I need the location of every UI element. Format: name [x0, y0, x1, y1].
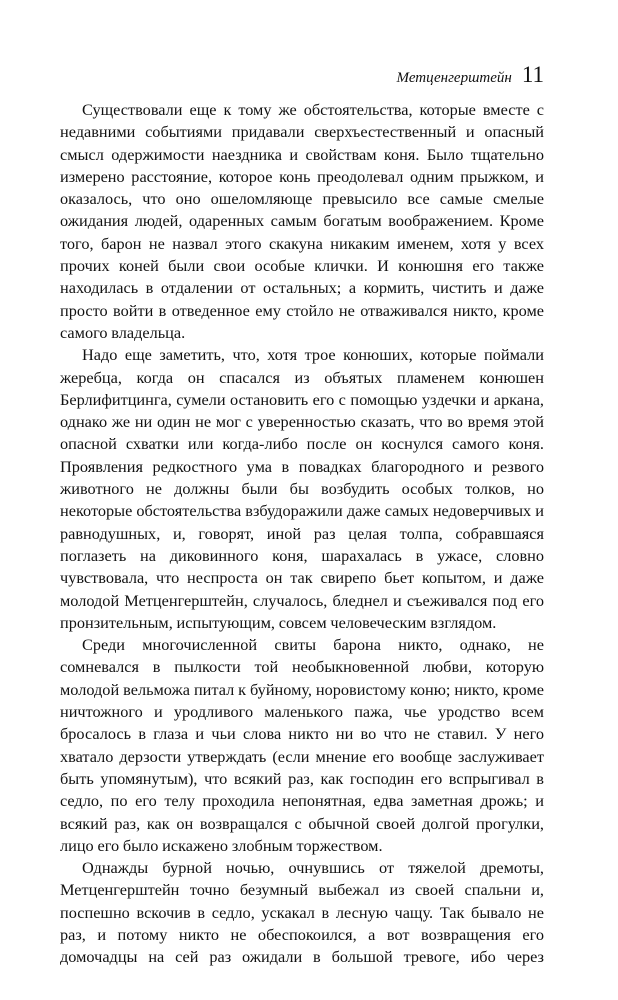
paragraph-4: Однажды бурной ночью, очнувшись от тяжелой дремоты, Метценгерштейн точно безумный выбежал из своей спальни и, поспешно вскочив в седло, ускакал в лесную чащу. Так бывало не раз, и потому никто не обеспокоился, а вот возвращения его домочадцы на сей раз ожидали в большой тревоге, ибо через [60, 858, 544, 967]
paragraph-1: Существовали еще к тому же обстоятельства, которые вместе с недавними событиями придавали сверхъестественный и опасный смысл одержимости наездника и свойствам коня. Было тщательно измерено расстояние, которое конь преодолевал одним прыжком, и оказалось, что оно ошеломляюще превысило все самые смелые ожидания людей, одаренных самым богатым воображением. Кроме того, барон не назвал этого скакуна никаким именем, хотя у всех прочих коней были свои особые клички. И конюшня его также находилась в отдалении от остальных; а кормить, чистить и даже просто войти в отведенное ему стойло не отваживался никто, кроме самого владельца. [60, 100, 544, 342]
page-header [60, 62, 544, 88]
running-title: Метценгерштейн [396, 70, 512, 86]
body-text [60, 99, 544, 969]
paragraph-3: Среди многочисленной свиты барона никто, однако, не сомневался в пылкости той необыкновенной любви, которую молодой вельможа питал к буйному, норовистому коню; никто, кроме ничтожного и уродливого маленького пажа, чье уродство всем бросалось в глаза и чьи слова никто ни во что не ставил. У него хватало дерзости утверждать (если мнение его вообще заслуживает быть упомянутым), что всякий раз, как господин его вспрыгивал в седло, по его телу проходила непонятная, едва заметная дрожь; и всякий раз, как он возвращался с обычной своей долгой прогулки, лицо его было искажено злобным торжеством. [60, 635, 544, 855]
page-number: 11 [521, 62, 544, 87]
paragraph-2: Надо еще заметить, что, хотя трое конюших, которые поймали жеребца, когда он спасался из объятых пламенем конюшен Берлифитцинга, сумели остановить его с помощью уздечки и аркана, однако же ни один не мог с уверенностью сказать, что во время этой опасной схватки или когда-либо после он коснулся самого коня. Проявления редкостного ума в повадках благородного и резвого животного не должны были бы возбудить особых толков, но некоторые обстоятельства взбудоражили даже самых недоверчивых и равнодушных, и, говорят, иной раз целая толпа, собравшаяся поглазеть на диковинного коня, шарахалась в ужасе, словно чувствовала, что неспроста он так свирепо бьет копытом, и даже молодой Метценгерштейн, случалось, бледнел и съеживался под его пронзительным, испытующим, совсем человеческим взглядом. [60, 345, 544, 632]
